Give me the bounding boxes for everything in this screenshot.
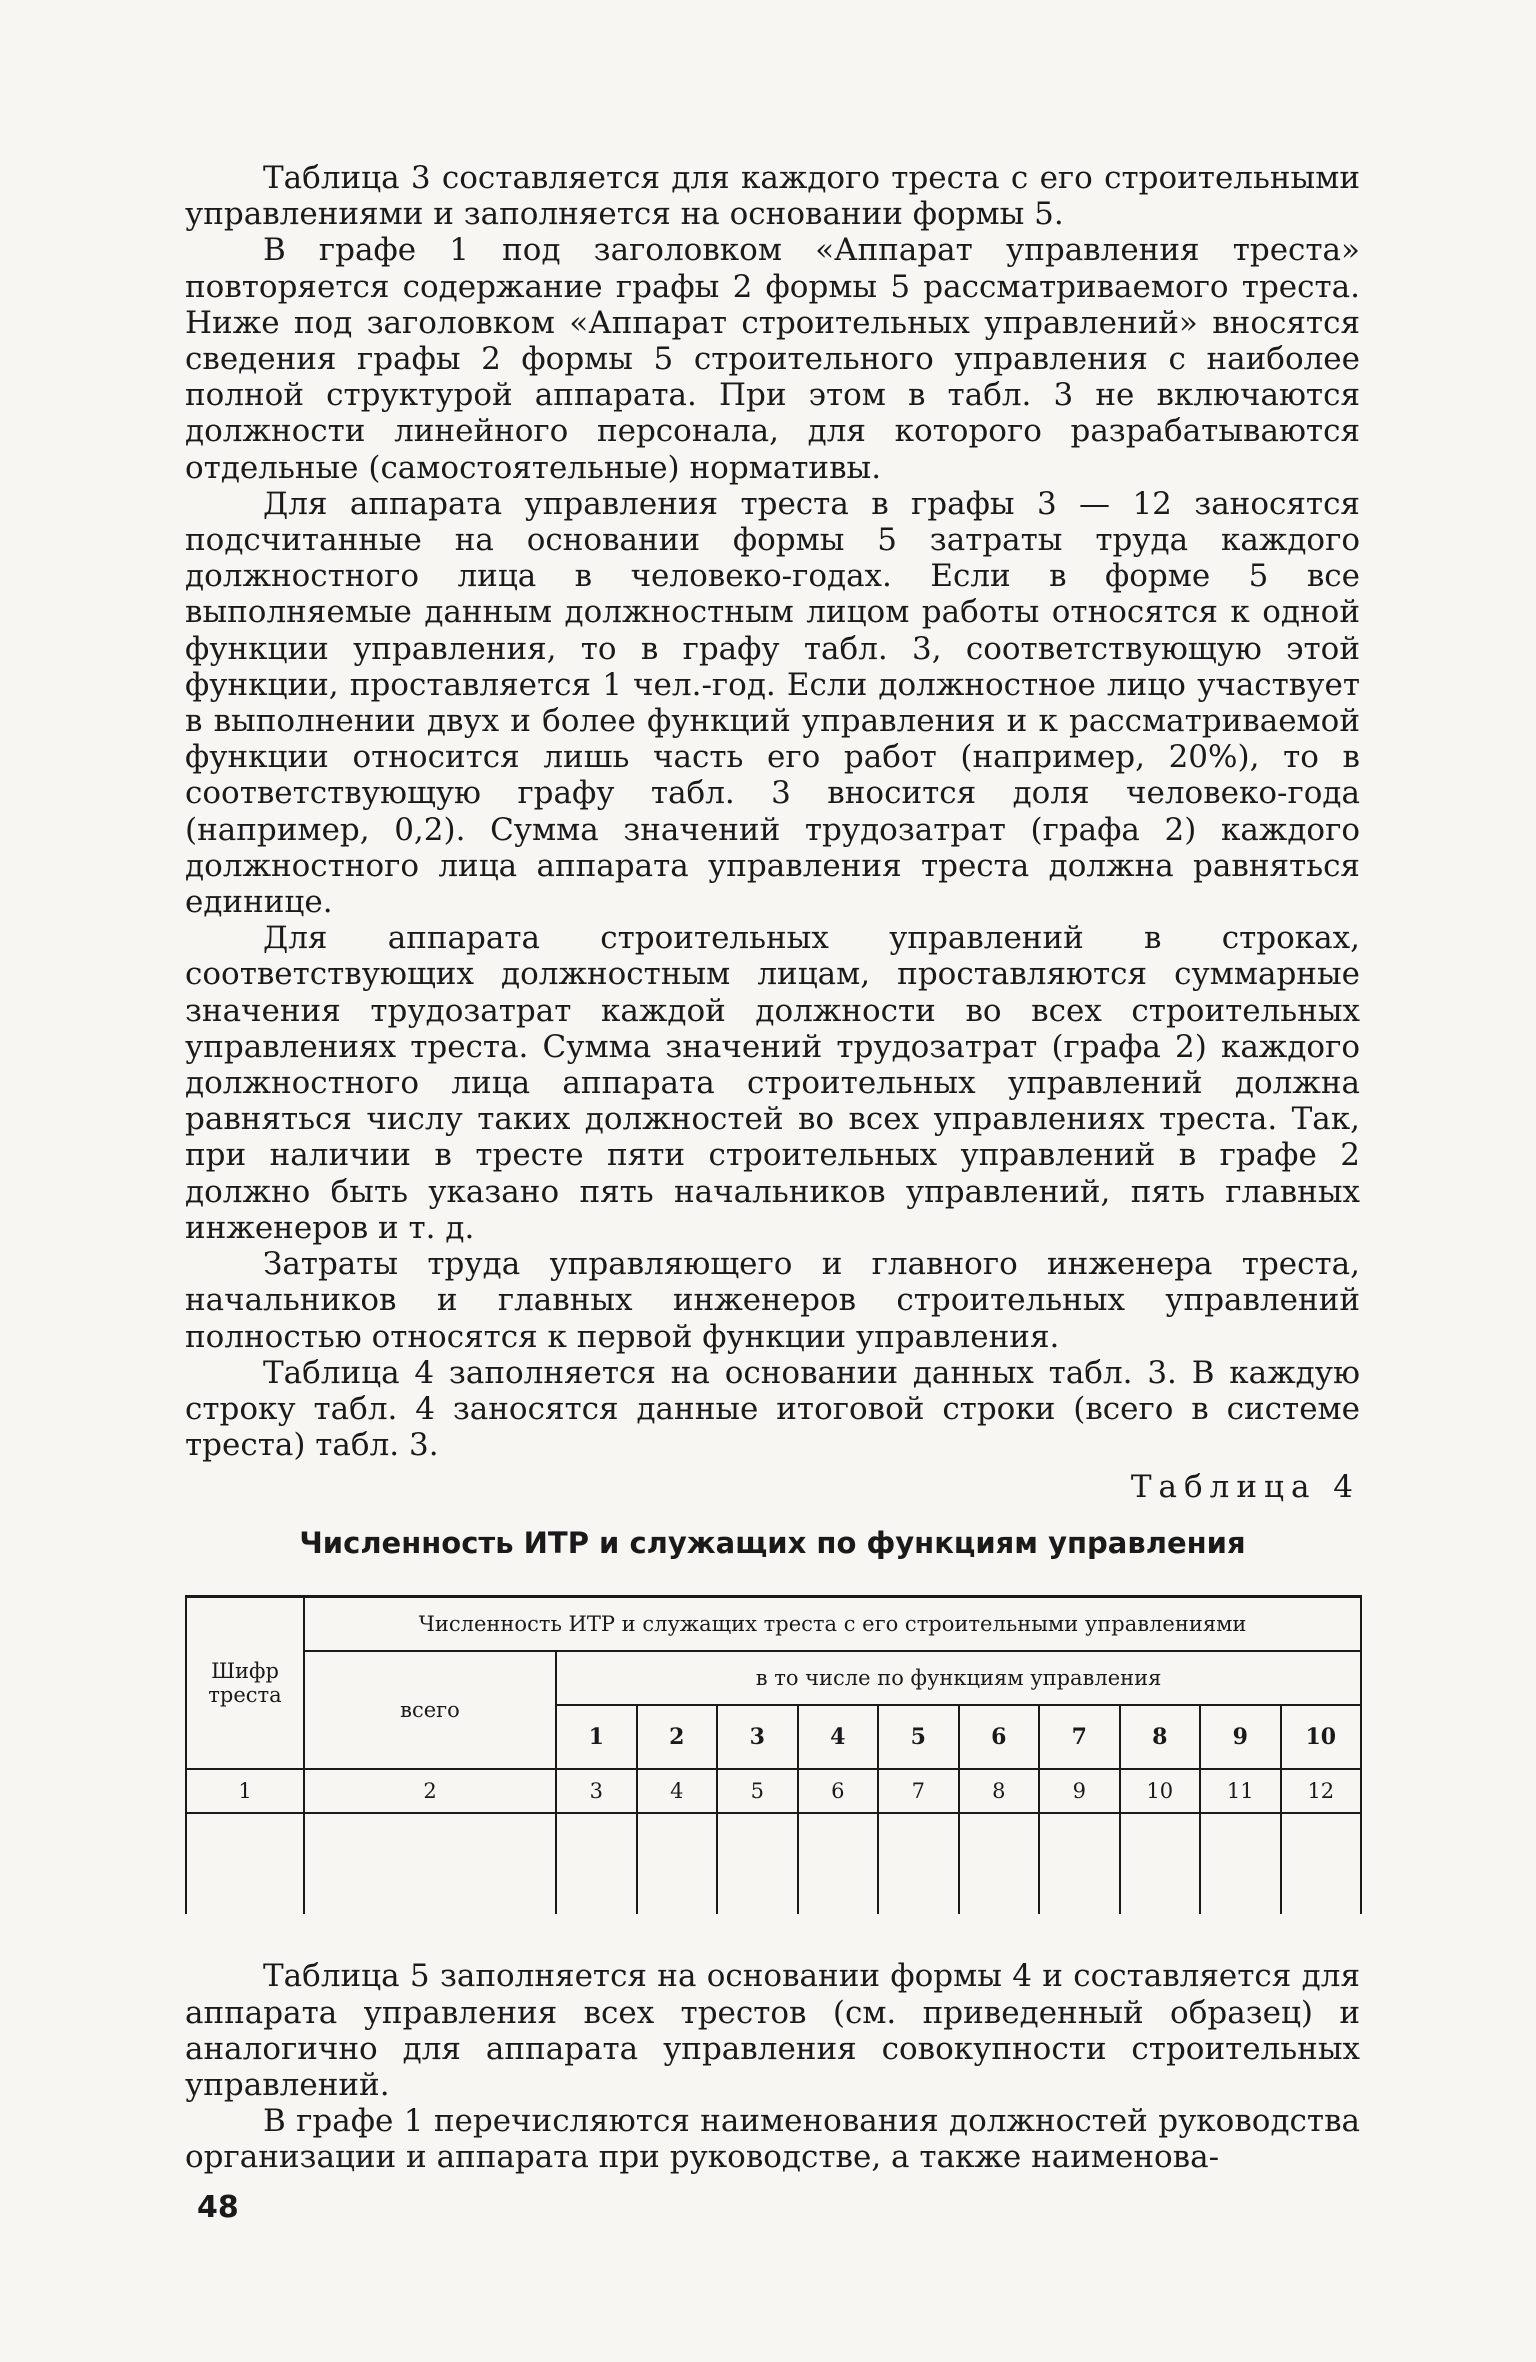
page-content: [185, 160, 1360, 2176]
column-number: 5: [717, 1769, 798, 1813]
function-number: 4: [798, 1705, 879, 1769]
function-number: 5: [878, 1705, 959, 1769]
function-number: 9: [1200, 1705, 1281, 1769]
function-number: 3: [717, 1705, 798, 1769]
paragraph: В графе 1 перечисляются наименования должностей руководства организации и аппарата при руководстве, а также наименова-: [185, 2103, 1360, 2176]
column-number: 10: [1120, 1769, 1201, 1813]
empty-cell: [1039, 1813, 1120, 1914]
empty-cell: [556, 1813, 637, 1914]
header-total: всего: [304, 1651, 556, 1769]
column-number: 12: [1281, 1769, 1362, 1813]
page-number: 48: [197, 2190, 239, 2225]
column-number: 1: [186, 1769, 304, 1813]
table-4: [185, 1595, 1362, 1914]
column-number: 6: [798, 1769, 879, 1813]
header-shifr: Шифр треста: [186, 1597, 304, 1770]
paragraph: В графе 1 под заголовком «Аппарат управления треста» повторяется содержание графы 2 формы 5 рассматриваемого треста. Ниже под заголовком «Аппарат строительных управлений» вносятся сведения графы 2 формы 5 строительного управления с наиболее полной структурой аппарата. При этом в табл. 3 не включаются должности линейного персонала, для которого разрабатываются отдельные (самостоятельные) нормативы.: [185, 232, 1360, 486]
header-functions: в то числе по функциям управления: [556, 1651, 1361, 1705]
function-number: 10: [1281, 1705, 1362, 1769]
empty-cell: [1281, 1813, 1362, 1914]
empty-cell: [1120, 1813, 1201, 1914]
function-number: 2: [637, 1705, 718, 1769]
column-number: 8: [959, 1769, 1040, 1813]
empty-cell: [717, 1813, 798, 1914]
empty-cell: [304, 1813, 556, 1914]
empty-cell: [1200, 1813, 1281, 1914]
function-number: 6: [959, 1705, 1040, 1769]
column-number: 11: [1200, 1769, 1281, 1813]
table-row: [186, 1813, 1361, 1914]
function-number: 8: [1120, 1705, 1201, 1769]
paragraph: Таблица 5 заполняется на основании формы 4 и составляется для аппарата управления всех трестов (см. приведенный образец) и аналогично для аппарата управления совокупности строительных управлений.: [185, 1958, 1360, 2103]
paragraph: Таблица 3 составляется для каждого треста с его строительными управлениями и заполняется на основании формы 5.: [185, 160, 1360, 233]
paragraph: Для аппарата управления треста в графы 3 — 12 заносятся подсчитанные на основании формы 5 затраты труда каждого должностного лица в человеко-годах. Если в форме 5 все выполняемые данным должностным лицом работы относятся к одной функции управления, то в графу табл. 3, соответствующую этой функции, проставляется 1 чел.-год. Если должностное лицо участвует в выполнении двух и более функций управления и к рассматриваемой функции относится лишь часть его работ (например, 20%), то в соответствующую графу табл. 3 вносится доля человеко-года (например, 0,2). Сумма значений трудозатрат (графа 2) каждого должностного лица аппарата управления треста должна равняться единице.: [185, 485, 1360, 921]
paragraph: Для аппарата строительных управлений в строках, соответствующих должностным лицам, проставляются суммарные значения трудозатрат каждой должности во всех строительных управлениях треста. Сумма значений трудозатрат (графа 2) каждого должностного лица аппарата строительных управлений должна равняться числу таких должностей во всех управлениях треста. Так, при наличии в тресте пяти строительных управлений в графе 2 должно быть указано пять начальников управлений, пять главных инженеров и т. д.: [185, 920, 1360, 1246]
table-label: Таблица 4: [1130, 1469, 1360, 1506]
column-number: 7: [878, 1769, 959, 1813]
header-group: Численность ИТР и служащих треста с его строительными управлениями: [304, 1597, 1361, 1652]
column-number: 3: [556, 1769, 637, 1813]
empty-cell: [798, 1813, 879, 1914]
empty-cell: [878, 1813, 959, 1914]
text-after-table: [185, 1958, 1360, 2175]
paragraph: Таблица 4 заполняется на основании данных табл. 3. В каждую строку табл. 4 заносятся данные итоговой строки (всего в системе треста) табл. 3.: [185, 1354, 1360, 1464]
column-number: 4: [637, 1769, 718, 1813]
function-number: 1: [556, 1705, 637, 1769]
empty-cell: [959, 1813, 1040, 1914]
column-number: 2: [304, 1769, 556, 1813]
column-number: 9: [1039, 1769, 1120, 1813]
empty-cell: [637, 1813, 718, 1914]
table-title: Численность ИТР и служащих по функциям управления: [299, 1526, 1246, 1561]
empty-cell: [186, 1813, 304, 1914]
paragraph: Затраты труда управляющего и главного инженера треста, начальников и главных инженеров строительных управлений полностью относятся к первой функции управления.: [185, 1246, 1360, 1355]
function-number: 7: [1039, 1705, 1120, 1769]
